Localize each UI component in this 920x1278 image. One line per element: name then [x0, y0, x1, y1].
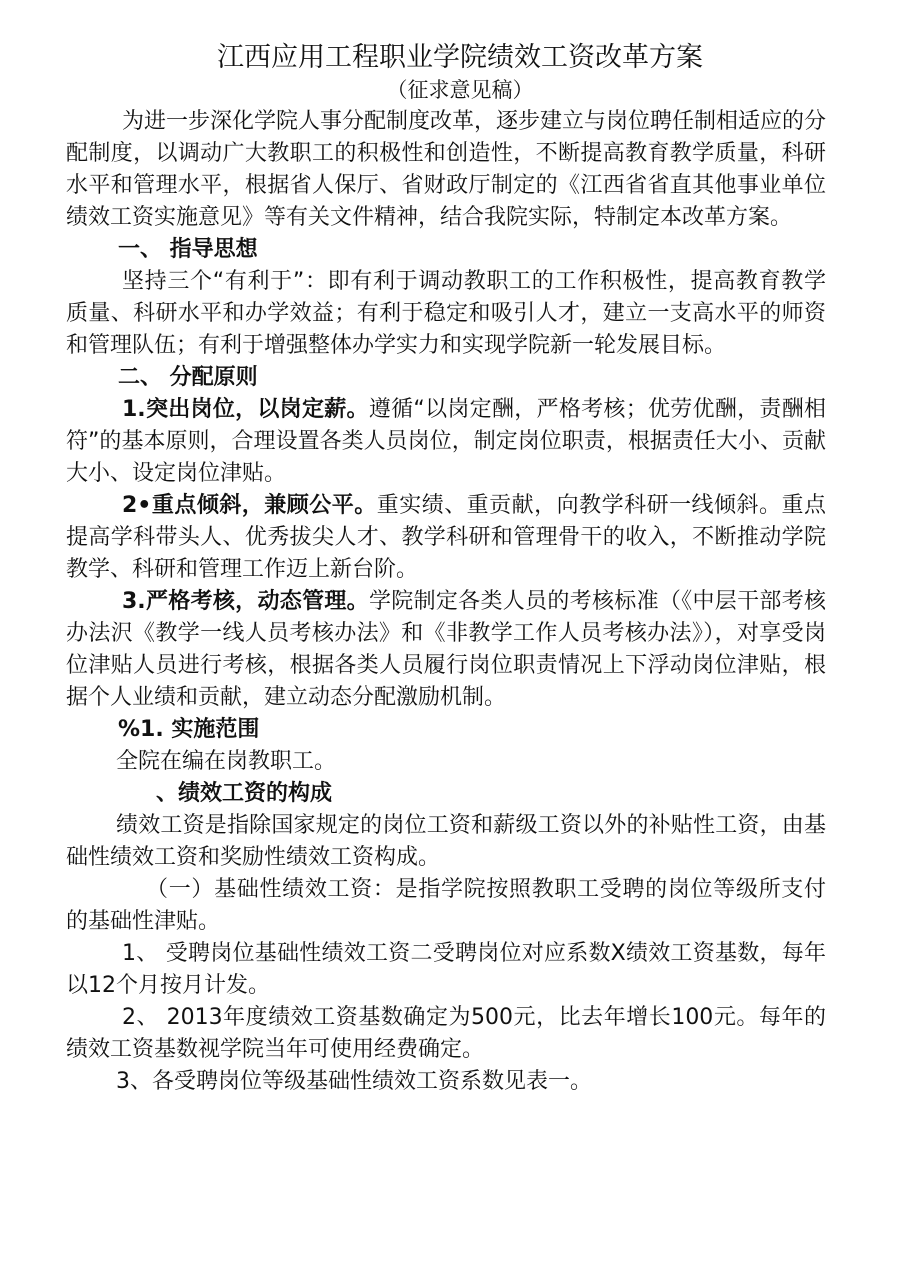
section3-paragraph: 全院在编在岗教职工。	[116, 749, 337, 774]
principle-3	[66, 586, 826, 714]
section4-heading: 、绩效工资的构成	[156, 781, 333, 806]
section2-heading: 二、 分配原则	[118, 365, 258, 390]
section1-paragraph: 坚持三个“有利于”：即有利于调动教职工的工作积极性，提高教育教学质量、科研水平和办学效益；有利于稳定和吸引人才，建立一支高水平的师资和管理队伍；有利于增强整体办学实力和实现学院新一轮发展目标。	[66, 269, 826, 358]
document-subtitle: （征求意见稿）	[386, 78, 534, 102]
principle-2	[66, 490, 826, 586]
section1-heading: 一、 指导思想	[118, 237, 258, 262]
principle-2-text: 重实绩、重贡献，向教学科研一线倾斜。重点提高学科带头人、优秀拔尖人才、教学科研和管理骨干的收入，不断推动学院教学、科研和管理工作迈上新台阶。	[66, 493, 826, 582]
principle-1-label: 1.突出岗位，以岗定薪。	[122, 397, 369, 422]
principle-1	[66, 394, 826, 490]
section4-point1: 1、 受聘岗位基础性绩效工资二受聘岗位对应系数X绩效工资基数，每年以12个月按月计发。	[66, 941, 826, 998]
principle-1-text: 遵循“以岗定酬，严格考核；优劳优酬，责酬相符”的基本原则，合理设置各类人员岗位，制定岗位职责，根据责任大小、贡献大小、设定岗位津贴。	[66, 397, 826, 486]
section4-sub1: （一）基础性绩效工资：是指学院按照教职工受聘的岗位等级所支付的基础性津贴。	[66, 877, 826, 934]
principle-3-text: 学院制定各类人员的考核标准（《中层干部考核办法沢《教学一线人员考核办法》和《非教学工作人员考核办法》），对享受岗位津贴人员进行考核，根据各类人员履行岗位职责情况上下浮动岗位津贴，根据个人业绩和贡献，建立动态分配激励机制。	[66, 589, 826, 710]
section4-point2: 2、 2013年度绩效工资基数确定为500元，比去年增长100元。每年的绩效工资基数视学院当年可使用经费确定。	[66, 1005, 826, 1062]
principle-2-label: 2•重点倾斜，兼顾公平。	[122, 493, 377, 518]
document-body	[66, 106, 826, 1098]
section3-heading: %1. 实施范围	[118, 717, 260, 742]
section4-paragraph: 绩效工资是指除国家规定的岗位工资和薪级工资以外的补贴性工资，由基础性绩效工资和奖励性绩效工资构成。	[66, 813, 826, 870]
intro-paragraph: 为进一步深化学院人事分配制度改革，逐步建立与岗位聘任制相适应的分配制度，以调动广大教职工的积极性和创造性，不断提高教育教学质量，科研水平和管理水平，根据省人保厅、省财政厅制定的《江西省省直其他事业单位绩效工资实施意见》等有关文件精神，结合我院实际，特制定本改革方案。	[66, 109, 827, 230]
principle-3-label: 3.严格考核，动态管理。	[122, 589, 369, 614]
section4-point3: 3、各受聘岗位等级基础性绩效工资系数见表一。	[116, 1069, 592, 1094]
document-title: 江西应用工程职业学院绩效工资改革方案	[217, 42, 703, 73]
